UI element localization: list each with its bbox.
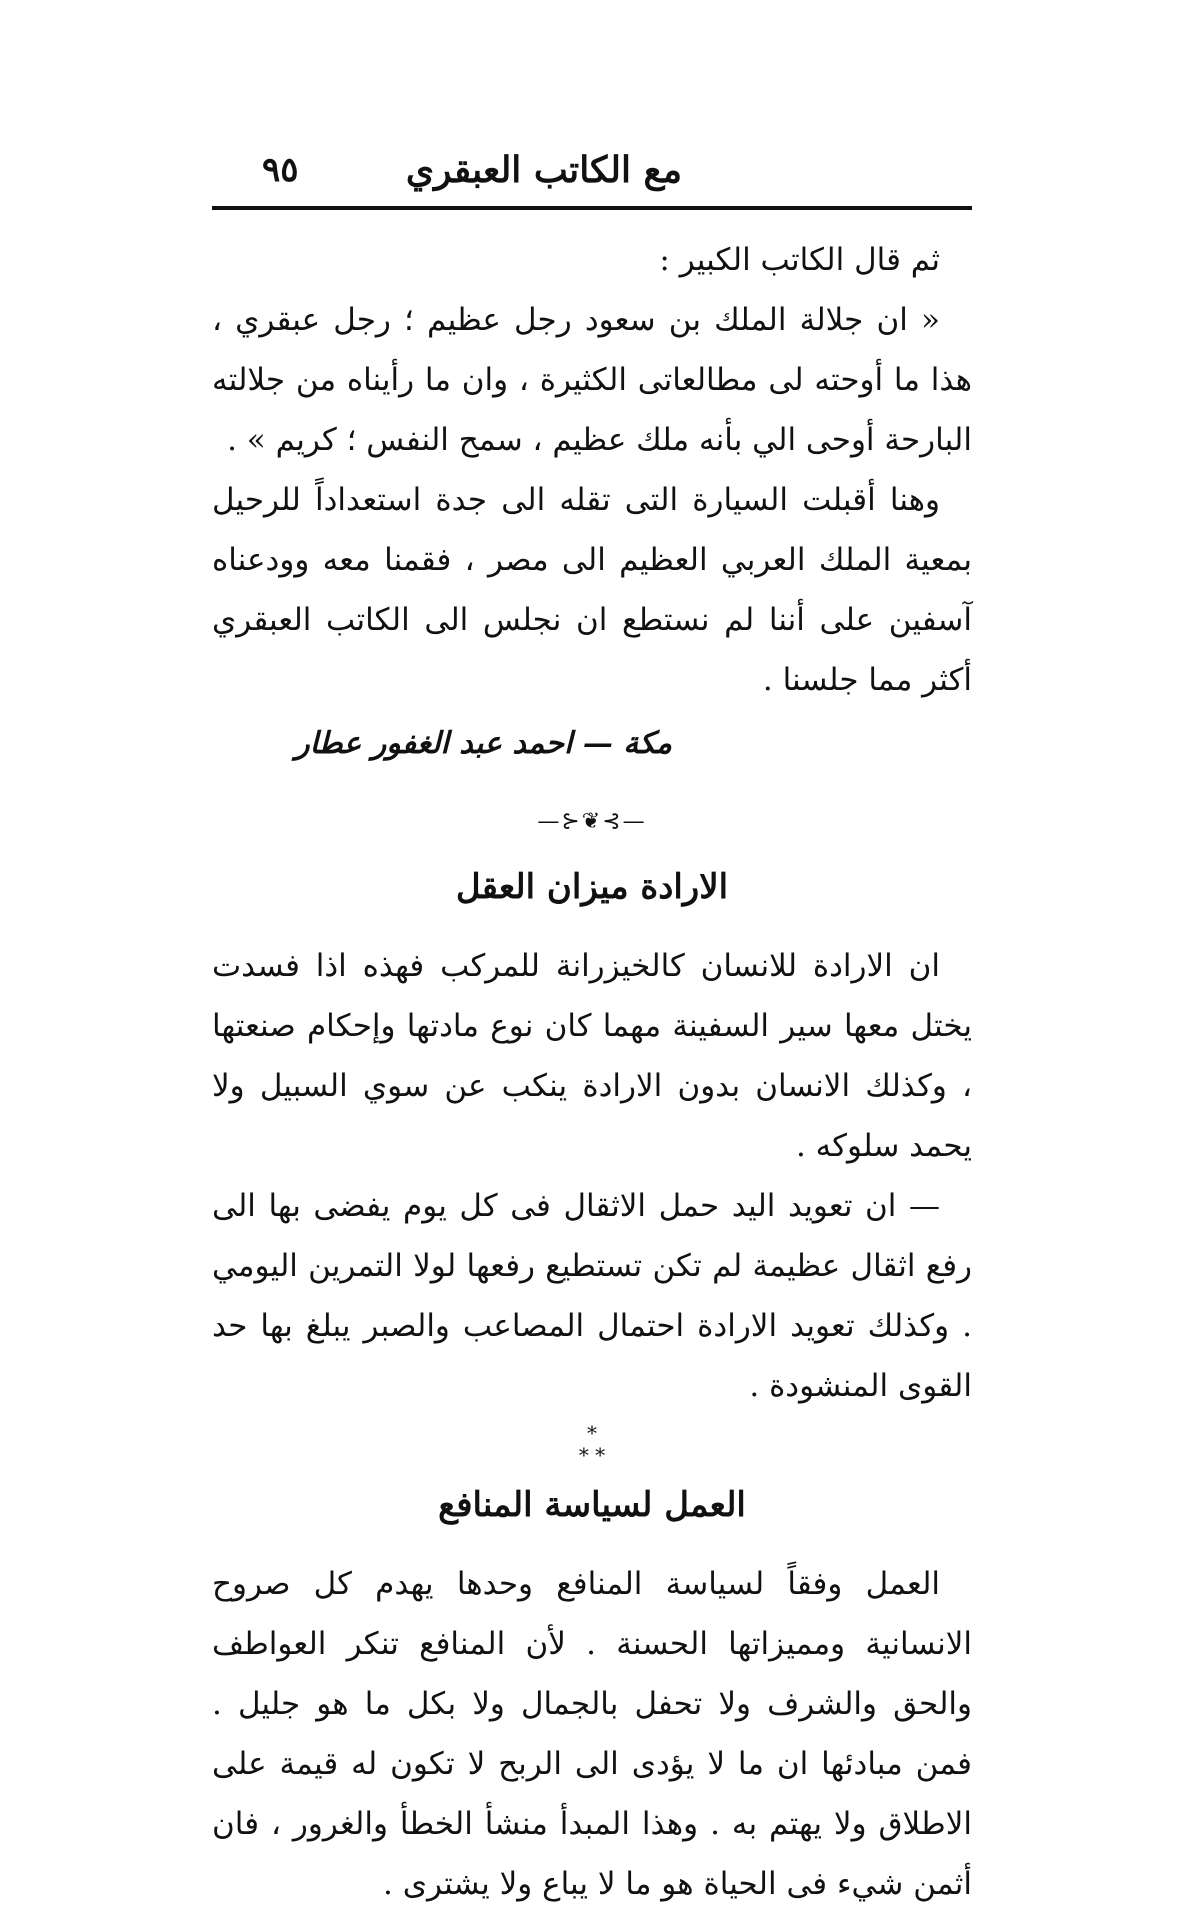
- section-title-will: الارادة ميزان العقل: [455, 867, 729, 907]
- page-header: [212, 140, 972, 200]
- ornament-divider: —⊱❦⊰—: [537, 809, 647, 834]
- section-title-utility: العمل لسياسة المنافع: [438, 1485, 746, 1525]
- narrative-paragraph: وهنا أقبلت السيارة التى تقله الى جدة استعداداً للرحيل بمعية الملك العربي العظيم الى مصر ، فقمنا معه وودعناه آسفين على أننا لم نستطع ان نجلس الى الكاتب العبقري أكثر مما جلسنا .: [212, 482, 972, 698]
- asterism-bottom: * *: [578, 1443, 606, 1467]
- will-paragraph-1: ان الارادة للانسان كالخيزرانة للمركب فهذه اذا فسدت يختل معها سير السفينة مهما كان نوع مادتها وإحكام صنعتها ، وكذلك الانسان بدون الارادة ينكب عن سوي السبيل ولا يحمد سلوكه .: [212, 948, 972, 1164]
- asterism-divider: [212, 1422, 972, 1466]
- author-signature: مكة — احمد عبد الغفور عطار: [295, 726, 672, 761]
- quote-paragraph: « ان جلالة الملك بن سعود رجل عظيم ؛ رجل عبقري ، هذا ما أوحته لى مطالعاتى الكثيرة ، وان ما رأيناه من جلالته البارحة أوحى الي بأنه ملك عظيم ، سمح النفس ؛ كريم » .: [212, 302, 972, 458]
- page-body: [212, 230, 972, 1914]
- will-paragraph-2: — ان تعويد اليد حمل الاثقال فى كل يوم يفضى بها الى رفع اثقال عظيمة لم تكن تستطيع رفعها لولا التمرين اليومي . وكذلك تعويد الارادة احتمال المصاعب والصبر يبلغ بها حد القوى المنشودة .: [212, 1188, 972, 1404]
- asterism-top: *: [587, 1421, 597, 1445]
- header-rule: [212, 206, 972, 210]
- page-number: ٩٥: [262, 150, 299, 190]
- intro-line: ثم قال الكاتب الكبير :: [659, 242, 940, 278]
- utility-paragraph: العمل وفقاً لسياسة المنافع وحدها يهدم كل صروح الانسانية ومميزاتها الحسنة . لأن المنافع تنكر العواطف والحق والشرف ولا تحفل بالجمال ولا بكل ما هو جليل . فمن مبادئها ان ما لا يؤدى الى الربح لا تكون له قيمة على الاطلاق ولا يهتم به . وهذا المبدأ منشأ الخطأ والغرور ، فان أثمن شيء فى الحياة هو ما لا يباع ولا يشترى .: [212, 1566, 972, 1902]
- running-title: مع الكاتب العبقري: [405, 149, 682, 191]
